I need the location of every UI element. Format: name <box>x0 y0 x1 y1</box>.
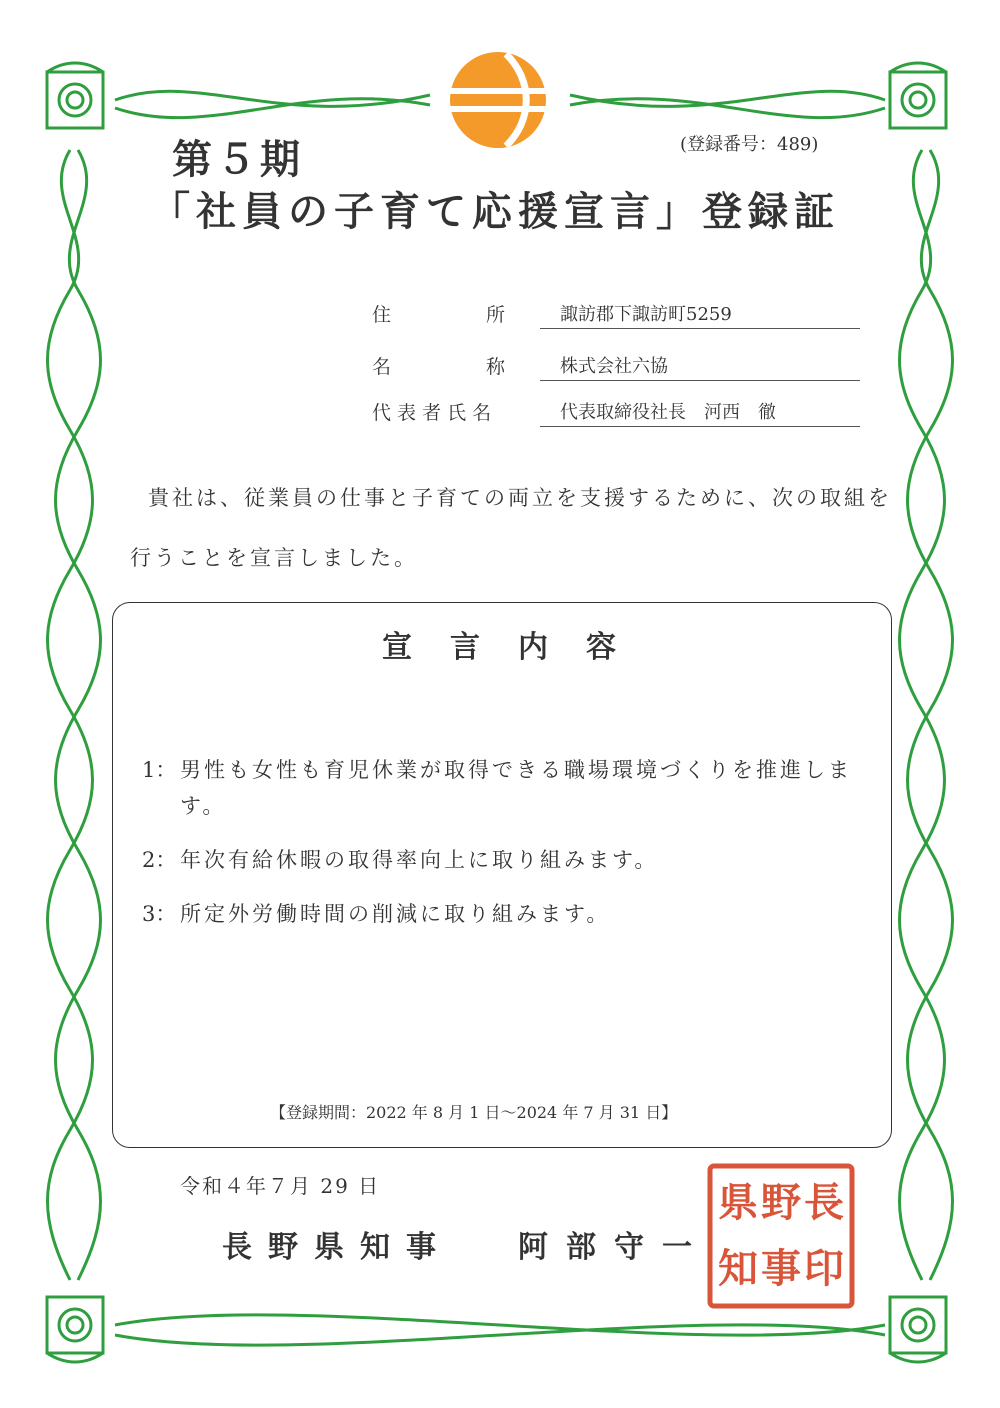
seal-char-6: 印 <box>804 1245 844 1292</box>
item-number-1: 1： <box>142 758 177 782</box>
body-line-2: 行うことを宣言しました。 <box>130 546 418 570</box>
item-number-2: 2： <box>142 848 177 872</box>
field-label-name: 名 称 <box>372 356 506 378</box>
item-number-3: 3： <box>142 902 177 926</box>
official-seal <box>706 1162 856 1310</box>
item-text-1-cont: す。 <box>180 794 227 818</box>
registration-number: (登録番号：489) <box>680 134 819 155</box>
period-label: 第５期 <box>172 136 304 183</box>
seal-char-4: 知 <box>718 1245 758 1292</box>
field-value-address: 諏訪郡下諏訪町5259 <box>540 300 860 329</box>
registration-period: 【登録期間：2022 年 8 月 1 日～2024 年 7 月 31 日】 <box>270 1103 678 1122</box>
field-value-representative: 代表取締役社長 河西 徹 <box>540 398 860 427</box>
item-text-2: 年次有給休暇の取得率向上に取り組みます。 <box>180 848 659 872</box>
signatory-title: 長野県知事 <box>222 1230 452 1265</box>
seal-char-1: 長 <box>804 1179 844 1226</box>
body-line-1: 貴社は、従業員の仕事と子育ての両立を支援するために、次の取組を <box>148 486 892 510</box>
field-label-address: 住 所 <box>372 304 506 326</box>
item-text-1: 男性も女性も育児休業が取得できる職場環境づくりを推進しま <box>180 758 852 782</box>
declaration-heading: 宣言内容 <box>382 630 654 665</box>
seal-char-2: 野 <box>761 1179 801 1226</box>
seal-char-3: 県 <box>718 1179 758 1226</box>
declaration-box <box>112 602 892 1148</box>
item-text-3: 所定外労働時間の削減に取り組みます。 <box>180 902 611 926</box>
orange-circle-logo <box>448 50 548 150</box>
field-value-name: 株式会社六協 <box>540 352 860 381</box>
field-label-representative: 代 表 者 氏 名 <box>372 402 492 424</box>
signatory-name: 阿部守一 <box>518 1230 710 1265</box>
issue-date: 令和４年７月 29 日 <box>180 1174 381 1198</box>
certificate-title: 「社員の子育て応援宣言」登録証 <box>150 188 840 235</box>
seal-char-5: 事 <box>761 1245 801 1292</box>
